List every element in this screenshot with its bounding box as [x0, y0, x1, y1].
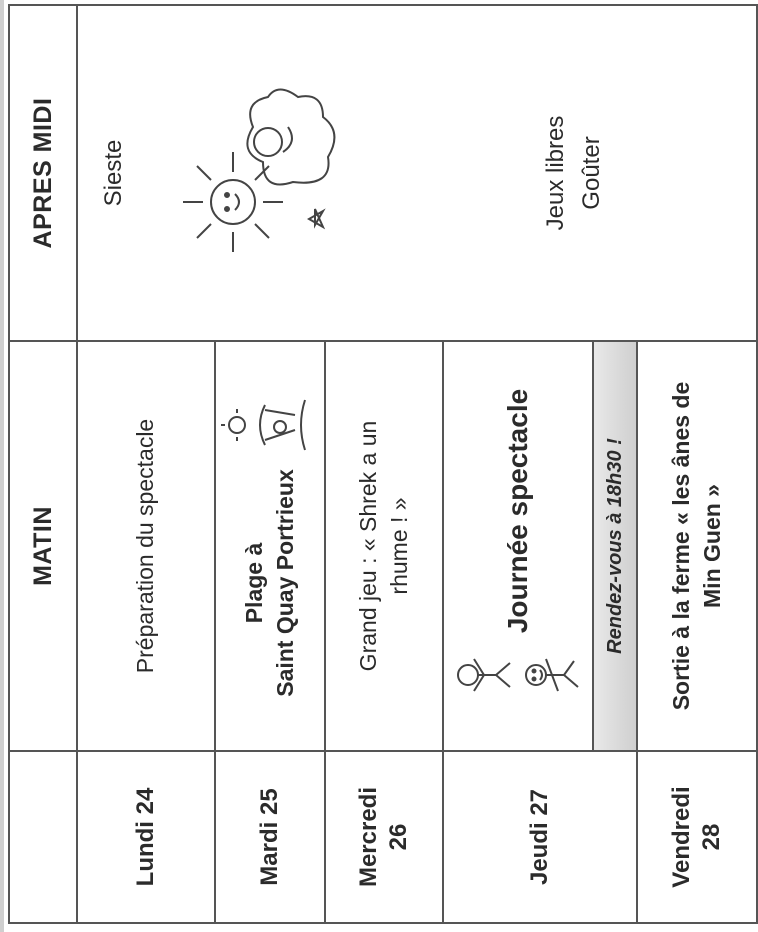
- header-apres-midi: APRES MIDI: [9, 5, 77, 341]
- planning-sheet: [8, 6, 725, 924]
- day-mercredi: [325, 751, 443, 923]
- afternoon-cell: [77, 5, 757, 341]
- header-matin: MATIN: [9, 341, 77, 751]
- activity-mardi-line2: Saint Quay Portrieux: [272, 469, 298, 697]
- day-jeudi: Jeudi 27: [443, 751, 637, 923]
- day-lundi: Lundi 24: [77, 751, 215, 923]
- afternoon-jeux-libres: Jeux libres: [542, 115, 569, 231]
- header-row: [9, 5, 77, 923]
- activity-vendredi-line2: Min Guen »: [699, 484, 725, 608]
- day-mercredi-line2: 26: [385, 823, 412, 851]
- day-vendredi: [637, 751, 757, 923]
- activity-mercredi-line2: rhume ! »: [386, 497, 412, 595]
- activity-jeudi: [443, 341, 593, 751]
- activity-mardi: [215, 341, 325, 751]
- activity-lundi: Préparation du spectacle: [77, 341, 215, 751]
- day-mardi: Mardi 25: [215, 751, 325, 923]
- activity-mardi-line1: Plage à: [240, 542, 267, 624]
- afternoon-sieste: Sieste: [100, 139, 127, 207]
- activity-mercredi-line1: Grand jeu : « Shrek a un: [354, 420, 381, 672]
- child-dancing-icon: [522, 647, 582, 703]
- child-jumping-icon: [454, 647, 514, 703]
- sun-cloud-bear-icon: [173, 82, 373, 262]
- activity-jeudi-text: Journée spectacle: [502, 388, 534, 634]
- day-mercredi-line1: Mercredi: [355, 786, 382, 888]
- row-lundi: [77, 5, 215, 923]
- activity-mercredi: [325, 341, 443, 751]
- rendez-vous-note: Rendez-vous à 18h30 !: [593, 341, 637, 751]
- activity-vendredi-line1: Sortie à la ferme « les ânes de: [667, 381, 694, 711]
- afternoon-gouter: Goûter: [578, 136, 605, 210]
- planning-table: [8, 4, 758, 924]
- beach-kids-icon: [225, 395, 315, 455]
- day-vendredi-line1: Vendredi: [668, 786, 695, 888]
- activity-vendredi: [637, 341, 757, 751]
- day-vendredi-line2: 28: [698, 823, 725, 851]
- header-day: [9, 751, 77, 923]
